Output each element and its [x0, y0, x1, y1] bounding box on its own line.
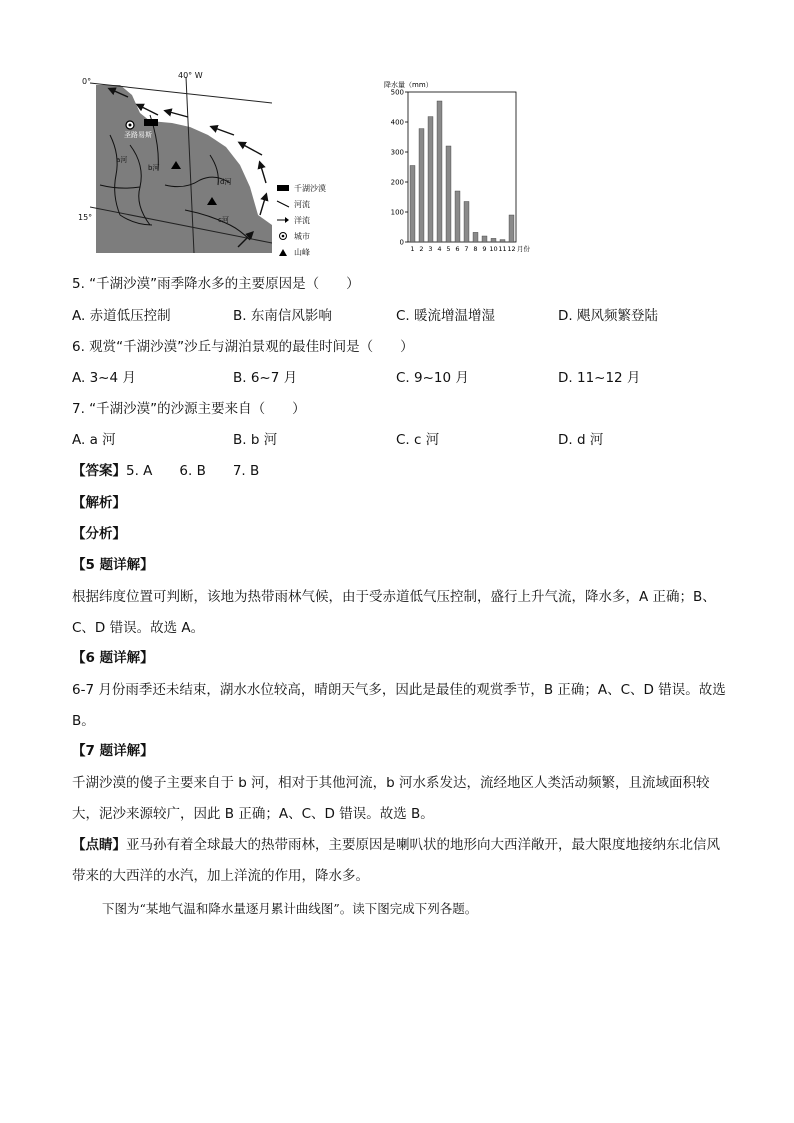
- q5-option-d: D. 飓风频繁登陆: [558, 308, 658, 324]
- q5-option-a: A. 赤道低压控制: [72, 308, 171, 324]
- bar-month-8: [473, 232, 478, 242]
- y-tick-label: 300: [390, 148, 404, 157]
- bar-month-5: [446, 146, 451, 242]
- region-map: [78, 71, 272, 253]
- x-tick-label: 9: [482, 245, 487, 253]
- precipitation-chart-svg: [382, 78, 532, 256]
- x-tick-label: 2: [419, 245, 424, 253]
- q7-option-d: D. d 河: [558, 432, 604, 448]
- next-section-intro: 下图为“某地气温和降水量逐月累计曲线图”。读下图完成下列各题。: [102, 901, 478, 916]
- x-axis-label: 月份: [517, 245, 530, 253]
- answer-line: [72, 462, 259, 480]
- x-tick-label: 8: [473, 245, 478, 253]
- x-tick-label: 4: [437, 245, 442, 253]
- tip-label: 【点睛】: [72, 837, 126, 853]
- y-tick-label: 100: [390, 208, 404, 217]
- analysis-label: 【解析】: [72, 495, 126, 511]
- q6-option-a: A. 3~4 月: [72, 370, 136, 386]
- ocean-current-arrow-icon: [272, 216, 294, 224]
- x-tick-label: 3: [428, 245, 433, 253]
- river-line-icon: [272, 200, 294, 208]
- plot-frame: [408, 92, 516, 242]
- q6-detail-label: 【6 题详解】: [72, 650, 154, 666]
- bar-month-12: [509, 215, 514, 242]
- y-tick-label: 500: [390, 88, 404, 97]
- x-tick-label: 7: [464, 245, 469, 253]
- x-tick-label: 5: [446, 245, 451, 253]
- lat-bottom-label: 15°: [78, 213, 93, 222]
- q5-detail-text: 根据纬度位置可判断，该地为热带雨林气候，由于受赤道低气压控制，盛行上升气流，降水多，A 正确；B、C、D 错误。故选 A。: [72, 589, 716, 636]
- tip-text: 亚马孙有着全球最大的热带雨林，主要原因是喇叭状的地形向大西洋敞开，最大限度地接纳东北信风带来的大西洋的水汽，加上洋流的作用，降水多。: [72, 837, 720, 884]
- river-c-label: c河: [218, 216, 229, 224]
- legend-item-current: 洋流: [272, 212, 326, 228]
- q6-detail-text: 6-7 月份雨季还未结束，湖水水位较高，晴朗天气多，因此是最佳的观赏季节，B 正确；A、C、D 错误。故选 B。: [72, 682, 726, 729]
- city-dot-icon: [272, 231, 294, 241]
- q7-option-a: A. a 河: [72, 432, 116, 448]
- bar-month-4: [437, 101, 442, 242]
- y-axis-label: 降水量（mm）: [384, 81, 433, 89]
- river-b-label: b河: [148, 164, 160, 172]
- bar-month-1: [410, 166, 415, 243]
- bar-month-10: [491, 238, 496, 242]
- bar-month-6: [455, 191, 460, 242]
- legend-item-mountain: 山峰: [272, 244, 326, 260]
- mountain-triangle-icon: [272, 248, 294, 257]
- question-6-stem: 6. 观赏“千湖沙漠”沙丘与湖泊景观的最佳时间是（ ）: [72, 339, 414, 355]
- x-tick-label: 11: [498, 245, 507, 253]
- q7-option-c: C. c 河: [396, 432, 440, 448]
- q5-option-b: B. 东南信风影响: [233, 308, 332, 324]
- x-tick-label: 6: [455, 245, 460, 253]
- x-tick-label: 10: [489, 245, 498, 253]
- y-tick-label: 200: [390, 178, 404, 187]
- bar-month-11: [500, 240, 505, 242]
- legend-item-desert: 千湖沙漠: [272, 180, 326, 196]
- answer-text: 5. A 6. B 7. B: [126, 463, 260, 479]
- q7-option-b: B. b 河: [233, 432, 278, 448]
- bar-month-2: [419, 129, 424, 242]
- q5-detail-label: 【5 题详解】: [72, 557, 154, 573]
- q5-option-c: C. 暖流增温增湿: [396, 308, 496, 324]
- q6-option-b: B. 6~7 月: [233, 370, 298, 386]
- desert-marker: [144, 119, 158, 126]
- lon-label: 40° W: [178, 71, 203, 80]
- y-tick-label: 400: [390, 118, 404, 127]
- precipitation-chart: [382, 78, 532, 256]
- legend-item-city: 城市: [272, 228, 326, 244]
- tip-paragraph: [72, 830, 732, 892]
- bar-month-9: [482, 236, 487, 242]
- city-label: 圣路易斯: [124, 131, 152, 139]
- x-tick-label: 12: [507, 245, 516, 253]
- river-a-label: a河: [116, 156, 128, 164]
- y-tick-label: 0: [399, 238, 404, 247]
- q7-detail-text: 千湖沙漠的傻子主要来自于 b 河，相对于其他河流，b 河水系发达，流经地区人类活动频繁，且流域面积较大，泥沙来源较广，因此 B 正确；A、C、D 错误。故选 B。: [72, 775, 710, 822]
- q6-option-d: D. 11~12 月: [558, 370, 641, 386]
- desert-block-icon: [272, 185, 294, 191]
- bar-month-3: [428, 117, 433, 242]
- lat-top-label: 0°: [82, 77, 92, 86]
- q6-option-c: C. 9~10 月: [396, 370, 469, 386]
- fenxi-label: 【分析】: [72, 526, 126, 542]
- question-7-stem: 7. “千湖沙漠”的沙源主要来自（ ）: [72, 401, 306, 417]
- question-5-stem: 5. “千湖沙漠”雨季降水多的主要原因是（ ）: [72, 276, 360, 292]
- bar-month-7: [464, 202, 469, 243]
- river-d-label: d河: [220, 178, 232, 186]
- answer-label: 【答案】: [72, 463, 126, 479]
- map-legend: [272, 180, 326, 260]
- x-tick-label: 1: [410, 245, 415, 253]
- legend-item-river: 河流: [272, 196, 326, 212]
- q7-detail-label: 【7 题详解】: [72, 743, 154, 759]
